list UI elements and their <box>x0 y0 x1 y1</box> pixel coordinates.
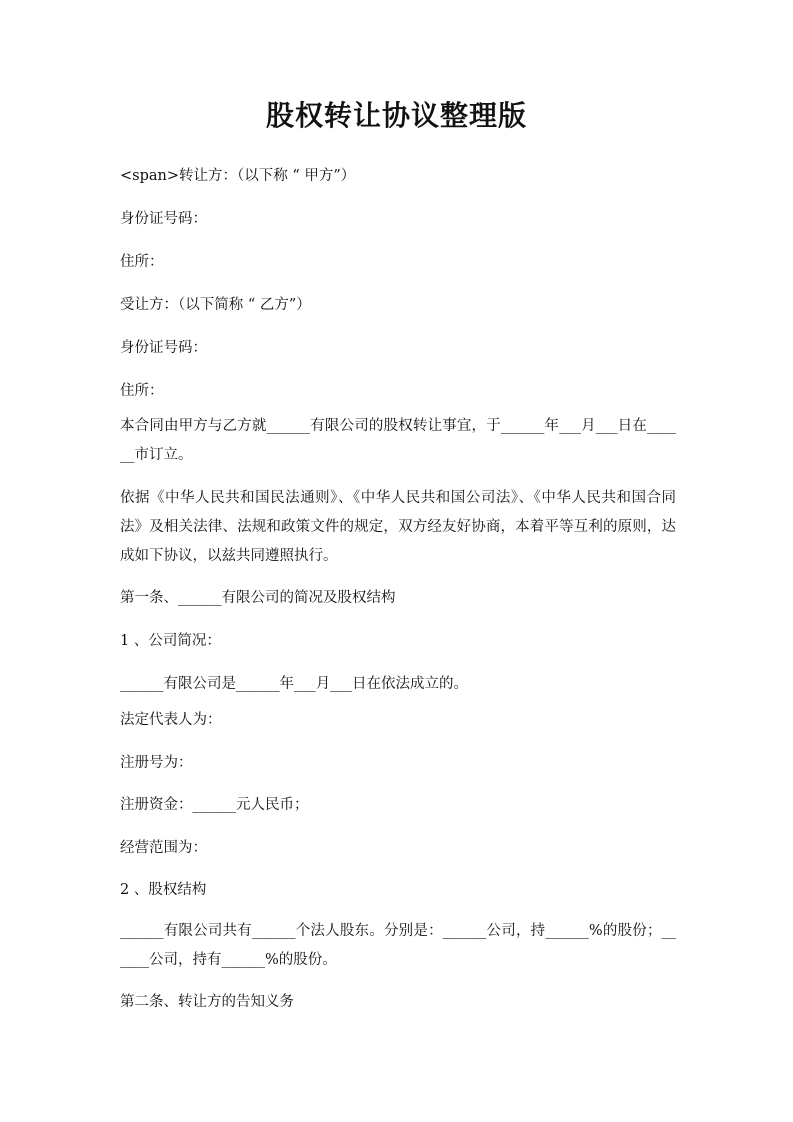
paragraph-article-one: 第一条、______有限公司的简况及股权结构 <box>120 590 396 606</box>
paragraph-transferee-address: 住所： <box>120 383 164 399</box>
paragraph-business-scope: 经营范围为： <box>120 840 207 856</box>
paragraph-equity-structure: 2 、股权结构 <box>120 882 207 898</box>
document-title: 股权转让协议整理版 <box>265 99 527 132</box>
paragraph-transferor-address: 住所： <box>120 254 164 270</box>
paragraph-contract-intro: 本合同由甲方与乙方就______有限公司的股权转让事宜，于______年___月___日在______市订立。 <box>120 418 676 463</box>
paragraph-legal-basis: 依据《中华人民共和国民法通则》、《中华人民共和国公司法》、《中华人民共和国合同法》及相关法律、法规和政策文件的规定，双方经友好协商，本着平等互利的原则，达成如下协议，以兹共同遵照执行。 <box>120 490 676 564</box>
paragraph-article-two: 第二条、转让方的告知义务 <box>120 994 294 1010</box>
paragraph-registered-capital: 注册资金：______元人民币； <box>120 797 309 813</box>
paragraph-legal-representative: 法定代表人为： <box>120 712 222 728</box>
paragraph-registration-number: 注册号为： <box>120 755 193 771</box>
paragraph-transferor: <span>转让方：（以下称 “ 甲方”） <box>120 168 356 184</box>
paragraph-company-established: ______有限公司是______年___月___日在依法成立的。 <box>120 676 468 692</box>
paragraph-transferor-id: 身份证号码： <box>120 211 207 227</box>
paragraph-company-overview: 1 、公司简况： <box>120 633 221 649</box>
paragraph-transferee: 受让方：（以下简称 “ 乙方”） <box>120 297 311 313</box>
paragraph-transferee-id: 身份证号码： <box>120 340 207 356</box>
paragraph-shareholders: ______有限公司共有______个法人股东。分别是：______公司，持______%的股份；______公司，持有______%的股份。 <box>120 923 676 968</box>
